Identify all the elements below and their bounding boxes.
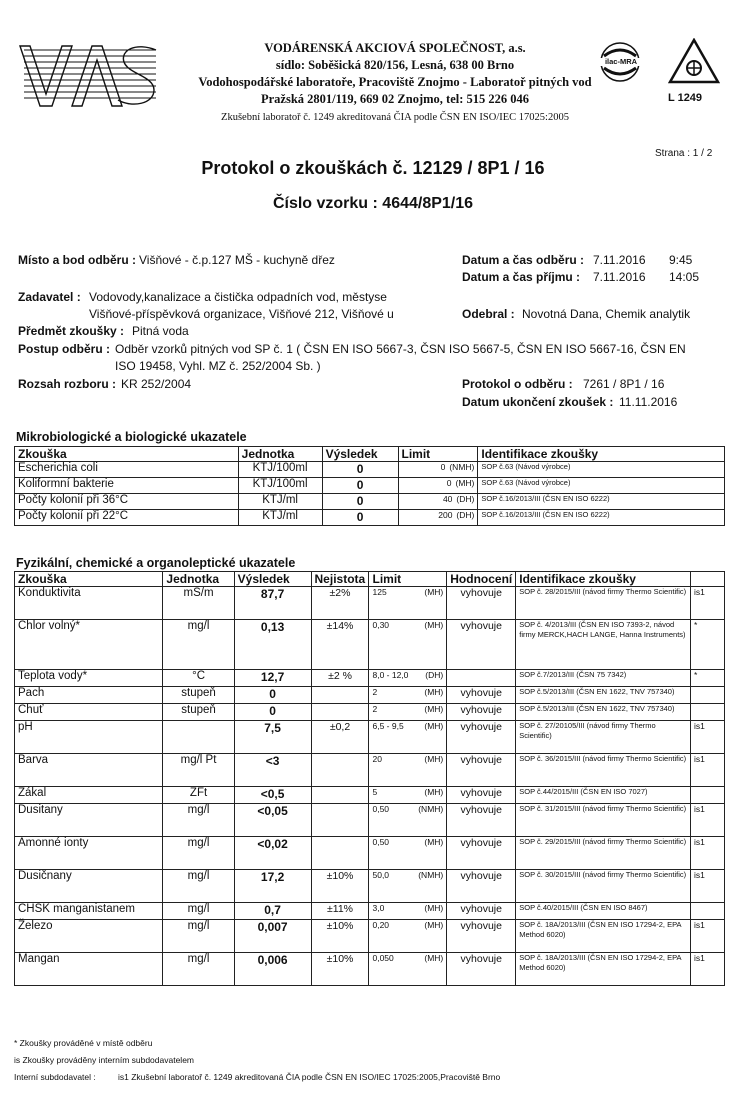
unit: KTJ/ml [238, 510, 322, 526]
limit-value: 0,50 [372, 837, 390, 847]
evaluation: vyhovuje [447, 687, 516, 704]
evaluation: vyhovuje [447, 754, 516, 787]
note-flag: is1 [690, 754, 724, 787]
limit-cell [369, 704, 447, 721]
unit: KTJ/ml [238, 494, 322, 510]
chem-header-hodnoceni: Hodnocení [447, 572, 516, 587]
footer-note-onsite: * Zkoušky prováděné v místě odběru [14, 1038, 153, 1048]
zadavatel-label: Zadavatel : [18, 290, 81, 304]
limit-type: (MH) [424, 837, 444, 847]
unit: mg/l [163, 920, 234, 953]
limit-type: (MH) [424, 587, 444, 597]
limit-value: 0 [446, 478, 452, 488]
evaluation: vyhovuje [447, 704, 516, 721]
postup-label: Postup odběru : [18, 342, 110, 356]
lab-name: Vodohospodářské laboratoře, Pracoviště Znojmo - Laboratoř pitných vod [198, 75, 592, 89]
micro-header-limit: Limit [398, 447, 478, 462]
chem-header-note [690, 572, 724, 587]
note-flag: is1 [690, 953, 724, 986]
test-ident: SOP č. 18A/2013/III (ČSN EN ISO 17294-2, EPA Method 6020) [516, 953, 691, 986]
table-row [15, 837, 725, 870]
result: 0,7 [234, 903, 311, 920]
limit-value: 0,30 [372, 620, 390, 630]
limit-type: (MH) [424, 687, 444, 697]
result: 0 [322, 494, 398, 510]
table-row [15, 754, 725, 787]
limit-type: (MH) [455, 478, 475, 488]
footer-note-subcontractor: is Zkoušky prováděny interním subdodavatelem [14, 1055, 195, 1065]
test-ident: SOP č. 4/2013/III (ČSN EN ISO 7393-2, návod firmy MERCK,HACH LANGE, Hanna Instruments) [516, 620, 691, 670]
company-address: sídlo: Soběšická 820/156, Lesná, 638 00 Brno [275, 58, 515, 72]
unit: mg/l [163, 837, 234, 870]
chem-header-ident: Identifikace zkoušky [516, 572, 691, 587]
test-name: Mangan [15, 953, 163, 986]
test-name: Zákal [15, 787, 163, 804]
ilac-text: ilac-MRA [604, 57, 638, 66]
evaluation: vyhovuje [447, 837, 516, 870]
limit-type: (DH) [456, 494, 475, 504]
micro-header-row [15, 447, 725, 462]
limit-value: 0 [440, 462, 446, 472]
note-flag [690, 687, 724, 704]
limit-type: (MH) [424, 704, 444, 714]
datum-odberu-value: 7.11.2016 [593, 253, 646, 267]
test-name: Escherichia coli [15, 462, 239, 478]
note-flag: is1 [690, 587, 724, 620]
unit: stupeň [163, 704, 234, 721]
limit-cell [369, 903, 447, 920]
datum-ukonceni-label: Datum ukončení zkoušek : [462, 395, 614, 409]
limit-cell [369, 953, 447, 986]
limit-cell [369, 837, 447, 870]
uncertainty [311, 704, 369, 721]
datum-odberu-label: Datum a čas odběru : [462, 253, 585, 267]
cas-prijmu: 14:05 [669, 270, 700, 284]
limit-value: 40 [442, 494, 453, 504]
footer-subcontractor-value: is1 Zkušební laboratoř č. 1249 akreditovaná ČIA podle ČSN EN ISO/IEC 17025:2005,Pracoviště Brno [118, 1072, 501, 1082]
unit: mg/l Pt [163, 754, 234, 787]
chem-header-jednotka: Jednotka [163, 572, 234, 587]
protokol-odberu-value: 7261 / 8P1 / 16 [583, 377, 665, 391]
test-ident: SOP č. 27/20105/III (návod firmy Thermo Scientific) [516, 721, 691, 754]
cas-odberu: 9:45 [669, 253, 693, 267]
test-ident: SOP č.44/2015/III (ČSN EN ISO 7027) [516, 787, 691, 804]
limit-type: (NMH) [418, 870, 444, 880]
datum-prijmu-label: Datum a čas příjmu : [462, 270, 581, 284]
note-flag: is1 [690, 837, 724, 870]
table-row [15, 804, 725, 837]
note-flag [690, 704, 724, 721]
limit-cell [369, 754, 447, 787]
table-row [15, 870, 725, 903]
limit-type: (MH) [424, 721, 444, 731]
limit-cell [369, 920, 447, 953]
table-row [15, 670, 725, 687]
uncertainty: ±2% [311, 587, 369, 620]
result: 0,006 [234, 953, 311, 986]
result: <3 [234, 754, 311, 787]
test-ident: SOP č.63 (Návod výrobce) [478, 462, 725, 478]
test-name: Dusitany [15, 804, 163, 837]
result: <0,02 [234, 837, 311, 870]
test-name: pH [15, 721, 163, 754]
result: 0,13 [234, 620, 311, 670]
company-name: VODÁRENSKÁ AKCIOVÁ SPOLEČNOST, a.s. [264, 41, 526, 55]
result: 0,007 [234, 920, 311, 953]
test-ident: SOP č.5/2013/III (ČSN EN 1622, TNV 757340) [516, 704, 691, 721]
note-flag: * [690, 620, 724, 670]
unit: mg/l [163, 804, 234, 837]
unit: mg/l [163, 870, 234, 903]
test-ident: SOP č. 28/2015/III (návod firmy Thermo Scientific) [516, 587, 691, 620]
test-name: Dusičnany [15, 870, 163, 903]
test-ident: SOP č.40/2015/III (ČSN EN ISO 8467) [516, 903, 691, 920]
unit: mg/l [163, 953, 234, 986]
test-name: Chuť [15, 704, 163, 721]
table-row [15, 704, 725, 721]
limit-cell [369, 587, 447, 620]
test-name: CHSK manganistanem [15, 903, 163, 920]
note-flag: is1 [690, 920, 724, 953]
result: 0 [234, 704, 311, 721]
chem-header-row [15, 572, 725, 587]
uncertainty: ±11% [311, 903, 369, 920]
limit-type: (MH) [424, 754, 444, 764]
uncertainty [311, 837, 369, 870]
limit-cell [369, 620, 447, 670]
page-indicator: Strana : 1 / 2 [655, 148, 713, 159]
table-row [15, 687, 725, 704]
test-name: Koliformní bakterie [15, 478, 239, 494]
limit-cell [398, 462, 478, 478]
uncertainty: ±14% [311, 620, 369, 670]
uncertainty: ±2 % [311, 670, 369, 687]
limit-cell [369, 804, 447, 837]
misto-value: Višňové - č.p.127 MŠ - kuchyně dřez [139, 253, 335, 267]
test-name: Teplota vody* [15, 670, 163, 687]
test-name: Amonné ionty [15, 837, 163, 870]
lab-contact: Pražská 2801/119, 669 02 Znojmo, tel: 515 226 046 [260, 92, 530, 106]
table-row [15, 587, 725, 620]
limit-value: 5 [372, 787, 378, 797]
table-row [15, 721, 725, 754]
uncertainty: ±10% [311, 953, 369, 986]
evaluation: vyhovuje [447, 787, 516, 804]
table-row [15, 494, 725, 510]
table-row [15, 903, 725, 920]
unit: ZFt [163, 787, 234, 804]
chem-table [14, 571, 725, 986]
uncertainty [311, 754, 369, 787]
test-name: Železo [15, 920, 163, 953]
test-ident: SOP č.63 (Návod výrobce) [478, 478, 725, 494]
limit-cell [369, 721, 447, 754]
odebral-label: Odebral : [462, 307, 515, 321]
table-row [15, 478, 725, 494]
unit: mS/m [163, 587, 234, 620]
evaluation: vyhovuje [447, 870, 516, 903]
unit: mg/l [163, 620, 234, 670]
unit: °C [163, 670, 234, 687]
evaluation: vyhovuje [447, 953, 516, 986]
rozsah-value: KR 252/2004 [121, 377, 192, 391]
rozsah-label: Rozsah rozboru : [18, 377, 116, 391]
uncertainty [311, 804, 369, 837]
vas-logo [16, 36, 164, 112]
limit-type: (MH) [424, 953, 444, 963]
note-flag: * [690, 670, 724, 687]
limit-value: 3,0 [372, 903, 385, 913]
test-name: Chlor volný* [15, 620, 163, 670]
unit: KTJ/100ml [238, 478, 322, 494]
misto-label: Místo a bod odběru : [18, 253, 136, 267]
result: 0 [322, 478, 398, 494]
result: 7,5 [234, 721, 311, 754]
limit-cell [369, 870, 447, 903]
result: 17,2 [234, 870, 311, 903]
test-name: Počty kolonií při 36°C [15, 494, 239, 510]
zadavatel-line2: Višňové-příspěvková organizace, Višňové 212, Višňové u [89, 307, 394, 321]
result: <0,05 [234, 804, 311, 837]
test-name: Barva [15, 754, 163, 787]
test-ident: SOP č. 18A/2013/III (ČSN EN ISO 17294-2, EPA Method 6020) [516, 920, 691, 953]
limit-cell [398, 494, 478, 510]
micro-header-ident: Identifikace zkoušky [478, 447, 725, 462]
table-row [15, 620, 725, 670]
table-row [15, 787, 725, 804]
odebral-value: Novotná Dana, Chemik analytik [522, 307, 691, 321]
cia-code: L 1249 [668, 92, 703, 104]
unit: mg/l [163, 903, 234, 920]
micro-header-zkouska: Zkouška [15, 447, 239, 462]
datum-prijmu-value: 7.11.2016 [593, 270, 646, 284]
test-ident: SOP č. 29/2015/III (návod firmy Thermo Scientific) [516, 837, 691, 870]
test-ident: SOP č. 30/2015/III (návod firmy Thermo Scientific) [516, 870, 691, 903]
unit: stupeň [163, 687, 234, 704]
limit-value: 125 [372, 587, 387, 597]
test-ident: SOP č. 31/2015/III (návod firmy Thermo Scientific) [516, 804, 691, 837]
note-flag: is1 [690, 870, 724, 903]
limit-type: (NMH) [418, 804, 444, 814]
micro-section-title: Mikrobiologické a biologické ukazatele [16, 430, 247, 444]
note-flag [690, 787, 724, 804]
uncertainty [311, 687, 369, 704]
limit-value: 20 [372, 754, 382, 764]
limit-value: 200 [438, 510, 453, 520]
chem-header-zkouska: Zkouška [15, 572, 163, 587]
result: 0 [234, 687, 311, 704]
test-ident: SOP č. 36/2015/III (návod firmy Thermo Scientific) [516, 754, 691, 787]
chem-header-vysledek: Výsledek [234, 572, 311, 587]
limit-value: 6,5 - 9,5 [372, 721, 404, 731]
uncertainty: ±0,2 [311, 721, 369, 754]
result: 87,7 [234, 587, 311, 620]
postup-line1: Odběr vzorků pitných vod SP č. 1 ( ČSN EN ISO 5667-3, ČSN ISO 5667-5, ČSN EN ISO 5667-16, ČSN EN [115, 342, 686, 356]
result: 0 [322, 462, 398, 478]
uncertainty: ±10% [311, 870, 369, 903]
limit-cell [398, 478, 478, 494]
predmet-label: Předmět zkoušky : [18, 324, 125, 338]
limit-type: (MH) [424, 620, 444, 630]
limit-value: 8,0 - 12,0 [372, 670, 409, 680]
limit-type: (DH) [425, 670, 444, 680]
table-row [15, 510, 725, 526]
limit-cell [369, 670, 447, 687]
note-flag: is1 [690, 721, 724, 754]
micro-header-vysledek: Výsledek [322, 447, 398, 462]
limit-type: (MH) [424, 787, 444, 797]
test-name: Konduktivita [15, 587, 163, 620]
uncertainty: ±10% [311, 920, 369, 953]
protokol-odberu-label: Protokol o odběru : [462, 377, 573, 391]
test-ident: SOP č.5/2013/III (ČSN EN 1622, TNV 757340) [516, 687, 691, 704]
note-flag [690, 903, 724, 920]
limit-cell [398, 510, 478, 526]
evaluation: vyhovuje [447, 587, 516, 620]
limit-type: (MH) [424, 920, 444, 930]
result: <0,5 [234, 787, 311, 804]
ilac-mra-logo [598, 40, 642, 84]
limit-type: (NMH) [449, 462, 475, 472]
test-ident: SOP č.16/2013/III (ČSN EN ISO 6222) [478, 510, 725, 526]
evaluation [447, 670, 516, 687]
evaluation: vyhovuje [447, 620, 516, 670]
table-row [15, 462, 725, 478]
micro-table [14, 446, 725, 526]
unit [163, 721, 234, 754]
result: 0 [322, 510, 398, 526]
limit-cell [369, 687, 447, 704]
limit-value: 50,0 [372, 870, 390, 880]
uncertainty [311, 787, 369, 804]
evaluation: vyhovuje [447, 804, 516, 837]
table-row [15, 920, 725, 953]
note-flag: is1 [690, 804, 724, 837]
limit-type: (MH) [424, 903, 444, 913]
test-name: Pach [15, 687, 163, 704]
limit-type: (DH) [456, 510, 475, 520]
limit-value: 0,050 [372, 953, 394, 963]
test-name: Počty kolonií při 22°C [15, 510, 239, 526]
chem-header-limit: Limit [369, 572, 447, 587]
limit-value: 2 [372, 687, 378, 697]
limit-value: 2 [372, 704, 378, 714]
test-ident: SOP č.7/2013/III (ČSN 75 7342) [516, 670, 691, 687]
evaluation: vyhovuje [447, 920, 516, 953]
chem-header-nejistota: Nejistota [311, 572, 369, 587]
test-ident: SOP č.16/2013/III (ČSN EN ISO 6222) [478, 494, 725, 510]
limit-value: 0,50 [372, 804, 390, 814]
unit: KTJ/100ml [238, 462, 322, 478]
limit-cell [369, 787, 447, 804]
cia-logo [668, 38, 720, 86]
chem-section-title: Fyzikální, chemické a organoleptické ukazatele [16, 556, 296, 570]
evaluation: vyhovuje [447, 721, 516, 754]
table-row [15, 953, 725, 986]
footer-subcontractor-label: Interní subdodavatel : [14, 1072, 96, 1082]
micro-header-jednotka: Jednotka [238, 447, 322, 462]
evaluation: vyhovuje [447, 903, 516, 920]
zadavatel-line1: Vodovody,kanalizace a čistička odpadních vod, městyse [89, 290, 387, 304]
datum-ukonceni-value: 11.11.2016 [619, 395, 678, 409]
lab-accreditation: Zkušební laboratoř č. 1249 akreditovaná ČIA podle ČSN EN ISO/IEC 17025:2005 [221, 112, 569, 123]
sample-number: Číslo vzorku : 4644/8P1/16 [272, 195, 474, 212]
protocol-title: Protokol o zkouškách č. 12129 / 8P1 / 16 [201, 158, 545, 178]
predmet-value: Pitná voda [132, 324, 189, 338]
result: 12,7 [234, 670, 311, 687]
limit-value: 0,20 [372, 920, 390, 930]
postup-line2: ISO 19458, Vyhl. MZ č. 252/2004 Sb. ) [115, 359, 321, 373]
